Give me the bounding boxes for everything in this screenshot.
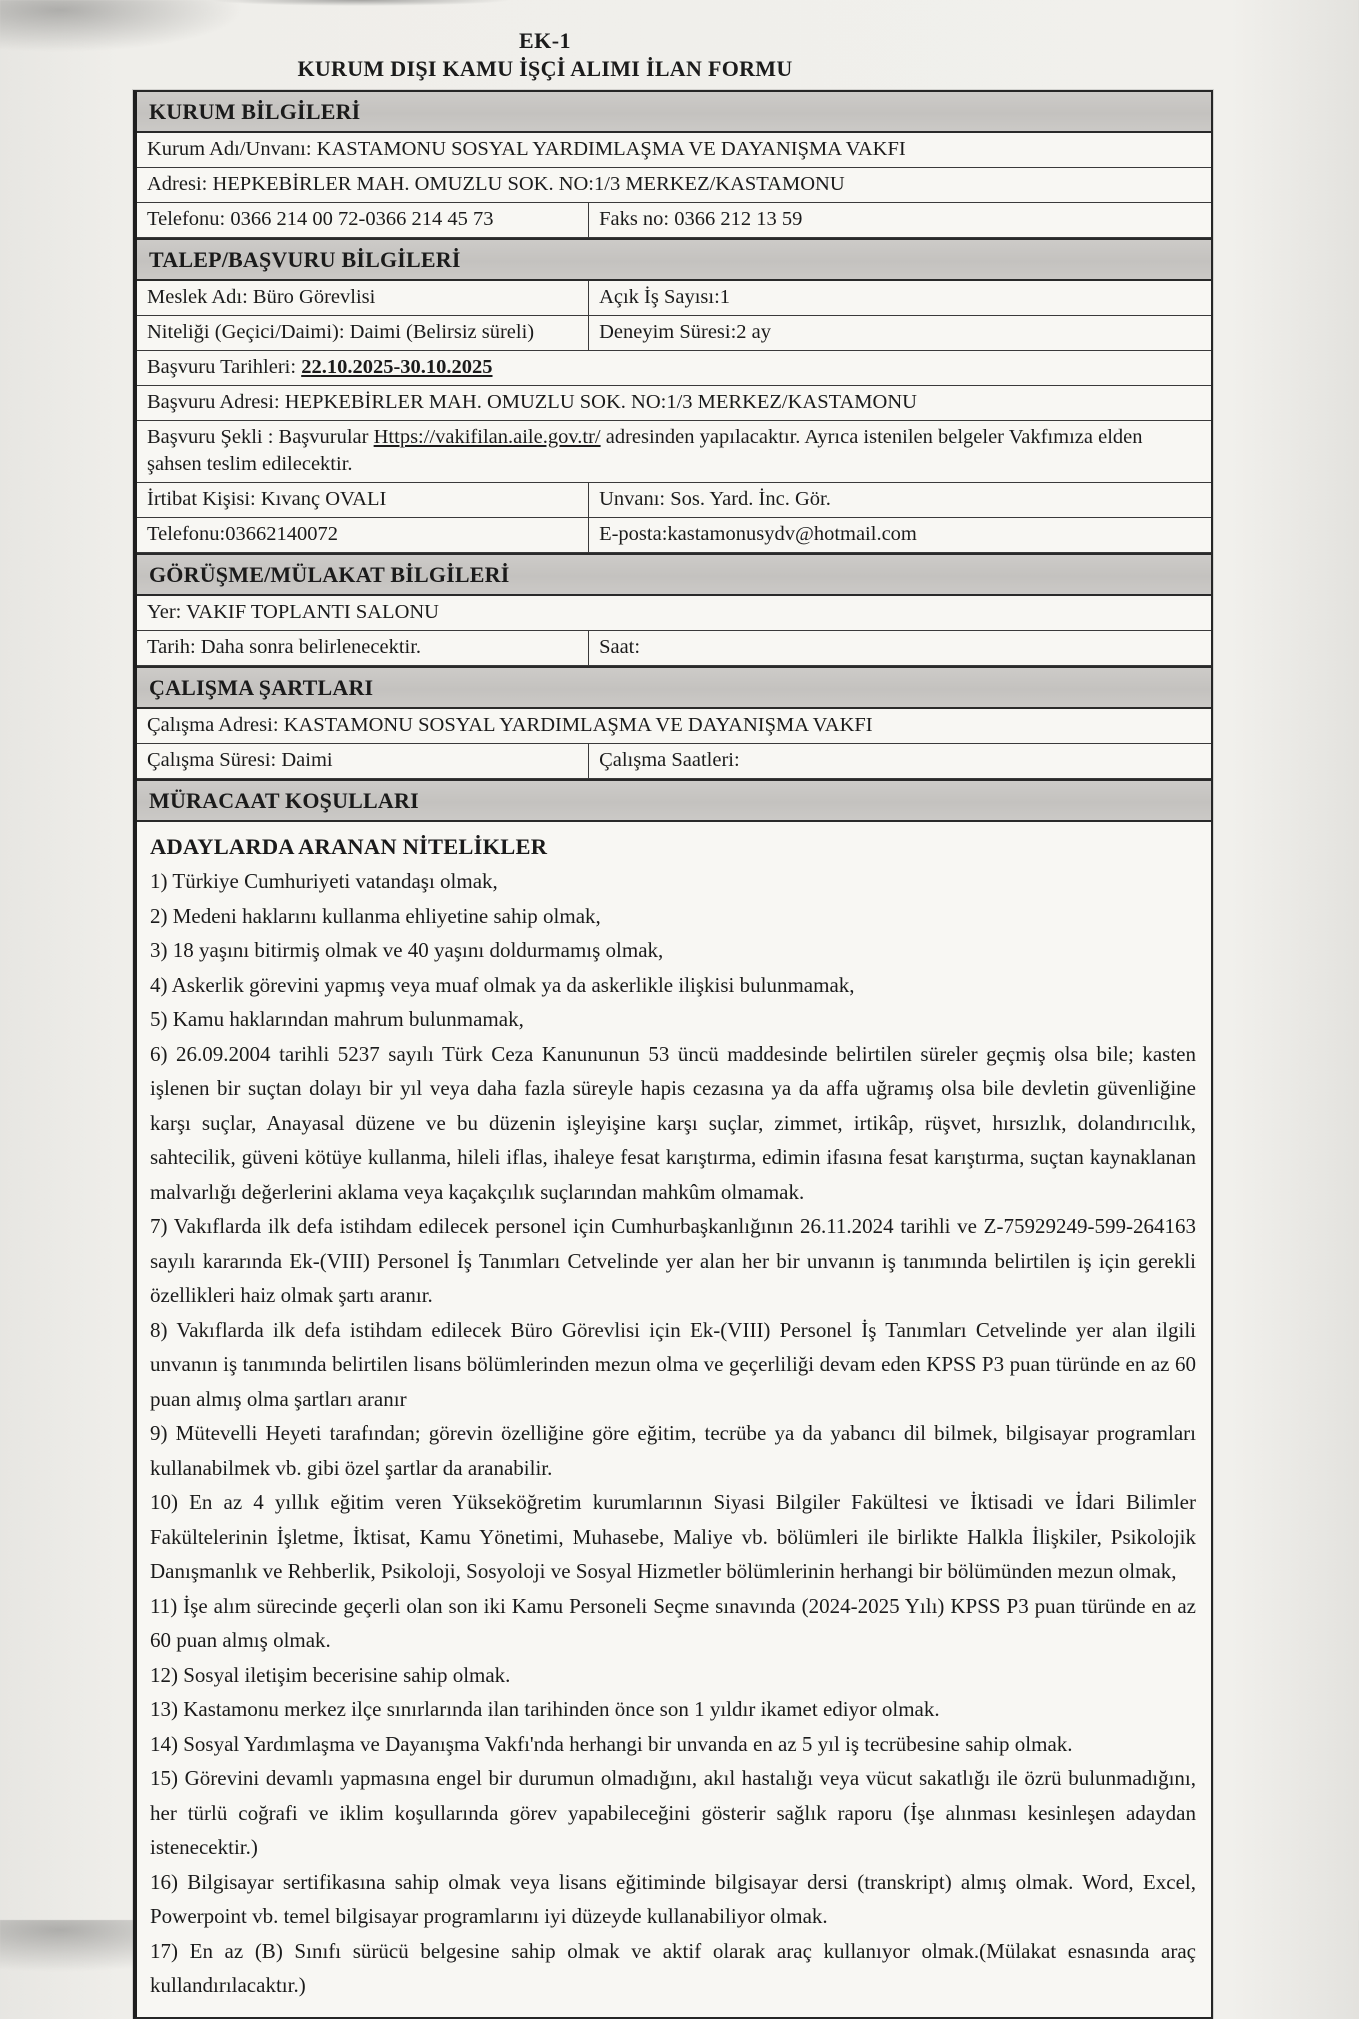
field-kurum-adi: Kurum Adı/Unvanı: KASTAMONU SOSYAL YARDIMLAŞMA VE DAYANIŞMA VAKFI — [147, 138, 906, 160]
table-row — [137, 744, 1211, 779]
field-calisma-suresi: Çalışma Süresi: Daimi — [147, 749, 333, 771]
field-tarih: Tarih: Daha sonra belirlenecektir. — [147, 636, 422, 658]
field-niteligi: Niteliği (Geçici/Daimi): Daimi (Belirsiz süreli) — [147, 321, 535, 343]
field-saat: Saat: — [588, 631, 1211, 665]
field-irtibat-telefonu: Telefonu:03662140072 — [147, 523, 339, 545]
basvuru-sekli-prefix: Başvuru Şekli : Başvurular — [147, 426, 374, 448]
field-calisma-saatleri: Çalışma Saatleri: — [588, 744, 1211, 778]
vakifilan-link[interactable]: Https://vakifilan.aile.gov.tr/ — [373, 426, 601, 448]
table-row — [137, 421, 1211, 483]
requirement-item: 14) Sosyal Yardımlaşma ve Dayanışma Vakfı'nda herhangi bir unvanda en az 5 yıl iş tecrübesine sahip olmak. — [150, 1731, 1073, 1756]
requirement-item: 9) Mütevelli Heyeti tarafından; görevin özelliğine göre eğitim, tecrübe ya da yabancı dil bilmek, bilgisayar programları kullanabilmek vb. gibi özel şartlar da aranabilir. — [150, 1421, 1196, 1480]
field-meslek-adi: Meslek Adı: Büro Görevlisi — [147, 286, 376, 308]
table-row — [137, 596, 1211, 631]
form-table — [133, 90, 1213, 2019]
requirement-item: 17) En az (B) Sınıfı sürücü belgesine sahip olmak ve aktif olarak araç kullanıyor olmak.(Mülakat esnasında araç kullandırılacaktır.) — [150, 1938, 1196, 1997]
requirement-item: 4) Askerlik görevini yapmış veya muaf olmak ya da askerlikle ilişkisi bulunmamak, — [150, 972, 855, 997]
section-header-muracaat-kosullari: MÜRACAAT KOŞULLARI — [137, 779, 1211, 822]
basvuru-tarihleri-value: 22.10.2025-30.10.2025 — [301, 356, 493, 378]
table-row — [137, 281, 1211, 316]
table-row — [137, 518, 1211, 553]
section-header-gorusme-mulakat: GÖRÜŞME/MÜLAKAT BİLGİLERİ — [137, 553, 1211, 596]
requirement-item: 11) İşe alım sürecinde geçerli olan son iki Kamu Personeli Seçme sınavında (2024-2025 Yılı) KPSS P3 puan türünde en az 60 puan almış olmak. — [150, 1593, 1196, 1652]
requirement-item: 13) Kastamonu merkez ilçe sınırlarında ilan tarihinden önce son 1 yıldır ikamet ediyor olmak. — [150, 1697, 940, 1721]
table-row — [137, 203, 1211, 238]
field-eposta: E-posta:kastamonusydv@hotmail.com — [588, 518, 1211, 552]
requirement-item: 16) Bilgisayar sertifikasına sahip olmak veya lisans eğitiminde bilgisayar dersi (transkript) almış olmak. Word, Excel, Powerpoint vb. temel bilgisayar programlarını iyi düzeyde kullanabiliyor olmak. — [150, 1869, 1196, 1928]
field-yer: Yer: VAKIF TOPLANTI SALONU — [147, 601, 439, 623]
requirement-item: 12) Sosyal iletişim becerisine sahip olmak. — [150, 1662, 511, 1687]
field-telefonu: Telefonu: 0366 214 00 72-0366 214 45 73 — [147, 208, 494, 230]
section-header-talep-basvuru: TALEP/BAŞVURU BİLGİLERİ — [137, 238, 1211, 281]
basvuru-tarihleri-label: Başvuru Tarihleri: — [147, 356, 302, 378]
requirements-cell — [137, 822, 1211, 2017]
table-row — [137, 483, 1211, 518]
form-sheet — [133, 28, 1213, 2019]
field-basvuru-sekli — [137, 421, 1211, 482]
table-row — [137, 709, 1211, 744]
section-header-kurum-bilgileri: KURUM BİLGİLERİ — [137, 92, 1211, 133]
scan-smudge — [150, 0, 570, 14]
doc-code: EK-1 — [518, 28, 572, 53]
requirement-item: 7) Vakıflarda ilk defa istihdam edilecek personel için Cumhurbaşkanlığının 26.11.2024 tarihli ve Z-75929249-599-264163 sayılı kararında Ek-(VIII) Personel İş Tanımları Cetvelinde yer alan her bir unvanın iş tanımında belirtilen iş için gerekli özellikleri haiz olmak şartı aranır. — [150, 1214, 1196, 1307]
field-basvuru-adresi: Başvuru Adresi: HEPKEBİRLER MAH. OMUZLU SOK. NO:1/3 MERKEZ/KASTAMONU — [147, 391, 917, 413]
field-deneyim-suresi: Deneyim Süresi:2 ay — [588, 316, 1211, 350]
table-row — [137, 168, 1211, 203]
requirement-item: 1) Türkiye Cumhuriyeti vatandaşı olmak, — [150, 869, 498, 893]
basvuru-sekli-suffix: adresinden yapılacaktır. Ayrıca istenilen belgeler Vakfımıza elden şahsen teslim edilecektir. — [147, 426, 1143, 475]
field-basvuru-tarihleri — [137, 351, 1211, 385]
requirement-item: 5) Kamu haklarından mahrum bulunmamak, — [150, 1007, 524, 1031]
page-title: KURUM DIŞI KAMU İŞÇİ ALIMI İLAN FORMU — [297, 56, 793, 81]
field-faks-no: Faks no: 0366 212 13 59 — [588, 203, 1211, 237]
requirements-list — [150, 864, 1196, 2003]
field-calisma-adresi: Çalışma Adresi: KASTAMONU SOSYAL YARDIMLAŞMA VE DAYANIŞMA VAKFI — [147, 714, 873, 736]
field-acik-is-sayisi: Açık İş Sayısı:1 — [588, 281, 1211, 315]
requirement-item: 10) En az 4 yıllık eğitim veren Yükseköğretim kurumlarının Siyasi Bilgiler Fakültesi ve İktisadi ve İdari Bilimler Fakültelerinin İşletme, İktisat, Kamu Yönetimi, Muhasebe, Maliye vb. bölümleri ile birlikte Halkla İlişkiler, Psikolojik Danışmanlık ve Rehberlik, Psikoloji, Sosyoloji ve Sosyal Hizmetler bölümlerinin herhangi bir bölümünden mezun olmak, — [150, 1490, 1196, 1583]
requirement-item: 15) Görevini devamlı yapmasına engel bir durumun olmadığını, akıl hastalığı veya vücut sakatlığı ile özrü bulunmadığını, her türlü coğrafi ve iklim koşullarında görev yapabileceğini gösterir sağlık raporu (İşe alınması kesinleşen adaydan istenecektir.) — [150, 1766, 1196, 1859]
table-row — [137, 631, 1211, 666]
field-irtibat-kisisi: İrtibat Kişisi: Kıvanç OVALI — [147, 488, 387, 510]
table-row — [137, 316, 1211, 351]
title-block — [133, 28, 957, 82]
section-header-calisma-sartlari: ÇALIŞMA ŞARTLARI — [137, 666, 1211, 709]
table-row — [137, 386, 1211, 421]
requirement-item: 6) 26.09.2004 tarihli 5237 sayılı Türk Ceza Kanununun 53 üncü maddesinde belirtilen süreler geçmiş olsa bile; kasten işlenen bir suçtan dolayı bir yıl veya daha fazla süreyle hapis cezasına ya da affa uğramış olsa bile devletin güvenliğine karşı suçlar, Anayasal düzene ve bu düzenin işleyişine karşı suçlar, zimmet, irtikâp, rüşvet, hırsızlık, dolandırıcılık, sahtecilik, güveni kötüye kullanma, hileli iflas, ihaleye fesat karıştırma, edimin ifasına fesat karıştırma, suçtan kaynaklanan malvarlığı değerlerini aklama veya kaçakçılık suçlarından mahkûm olmamak. — [150, 1041, 1196, 1204]
field-unvani: Unvanı: Sos. Yard. İnc. Gör. — [588, 483, 1211, 517]
field-adresi: Adresi: HEPKEBİRLER MAH. OMUZLU SOK. NO:1/3 MERKEZ/KASTAMONU — [147, 173, 845, 195]
table-row — [137, 351, 1211, 386]
requirement-item: 3) 18 yaşını bitirmiş olmak ve 40 yaşını doldurmamış olmak, — [150, 938, 664, 962]
table-row — [137, 133, 1211, 168]
requirements-heading: ADAYLARDA ARANAN NİTELİKLER — [150, 834, 548, 859]
requirement-item: 8) Vakıflarda ilk defa istihdam edilecek Büro Görevlisi için Ek-(VIII) Personel İş Tanımları Cetvelinde yer alan ilgili unvanın iş tanımında belirtilen lisans bölümlerinden mezun olma ve geçerliliği devam eden KPSS P3 puan türünde en az 60 puan almış olma şartları aranır — [150, 1317, 1196, 1411]
requirement-item: 2) Medeni haklarını kullanma ehliyetine sahip olmak, — [150, 903, 601, 928]
